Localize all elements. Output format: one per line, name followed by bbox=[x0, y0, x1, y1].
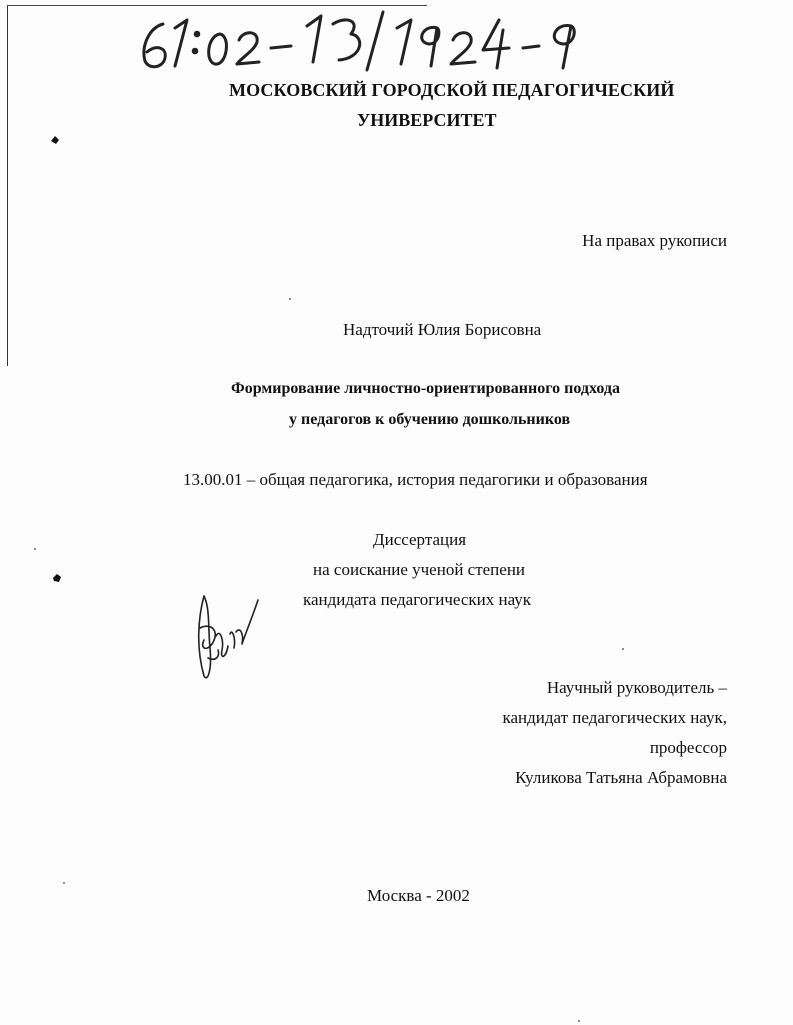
place-and-year: Москва - 2002 bbox=[367, 886, 470, 905]
author-name: Надточий Юлия Борисовна bbox=[343, 320, 542, 339]
supervisor-title: профессор bbox=[649, 738, 727, 757]
university-name-line1: МОСКОВСКИЙ ГОРОДСКОЙ ПЕДАГОГИЧЕСКИЙ bbox=[229, 80, 675, 100]
dissertation-label: Диссертация bbox=[373, 530, 467, 549]
university-name-line2: УНИВЕРСИТЕТ bbox=[357, 110, 497, 130]
supervisor-name: Куликова Татьяна Абрамовна bbox=[515, 768, 727, 787]
specialty-code: 13.00.01 – общая педагогика, история педагогики и образования bbox=[183, 470, 648, 489]
scan-speck bbox=[63, 882, 65, 884]
degree-purpose-line: на соискание ученой степени bbox=[313, 560, 526, 579]
degree-name-line: кандидата педагогических наук bbox=[303, 590, 532, 609]
dissertation-title-line2: у педагогов к обучению дошкольников bbox=[289, 411, 571, 428]
scan-speck bbox=[34, 548, 36, 550]
punch-hole-mark-top bbox=[50, 132, 60, 142]
supervisor-degree: кандидат педагогических наук, bbox=[502, 708, 727, 727]
handwritten-archive-number bbox=[135, 6, 595, 76]
scan-speck bbox=[578, 1020, 580, 1022]
scan-border-left bbox=[7, 6, 8, 366]
scan-speck bbox=[289, 298, 291, 300]
dissertation-title-line1: Формирование личностно-ориентированного подхода bbox=[231, 380, 620, 397]
handwritten-signature bbox=[190, 588, 265, 683]
supervisor-label: Научный руководитель – bbox=[546, 678, 727, 697]
punch-hole-mark-middle bbox=[52, 570, 62, 580]
manuscript-rights-note: На правах рукописи bbox=[582, 231, 727, 250]
scan-speck bbox=[622, 648, 624, 650]
